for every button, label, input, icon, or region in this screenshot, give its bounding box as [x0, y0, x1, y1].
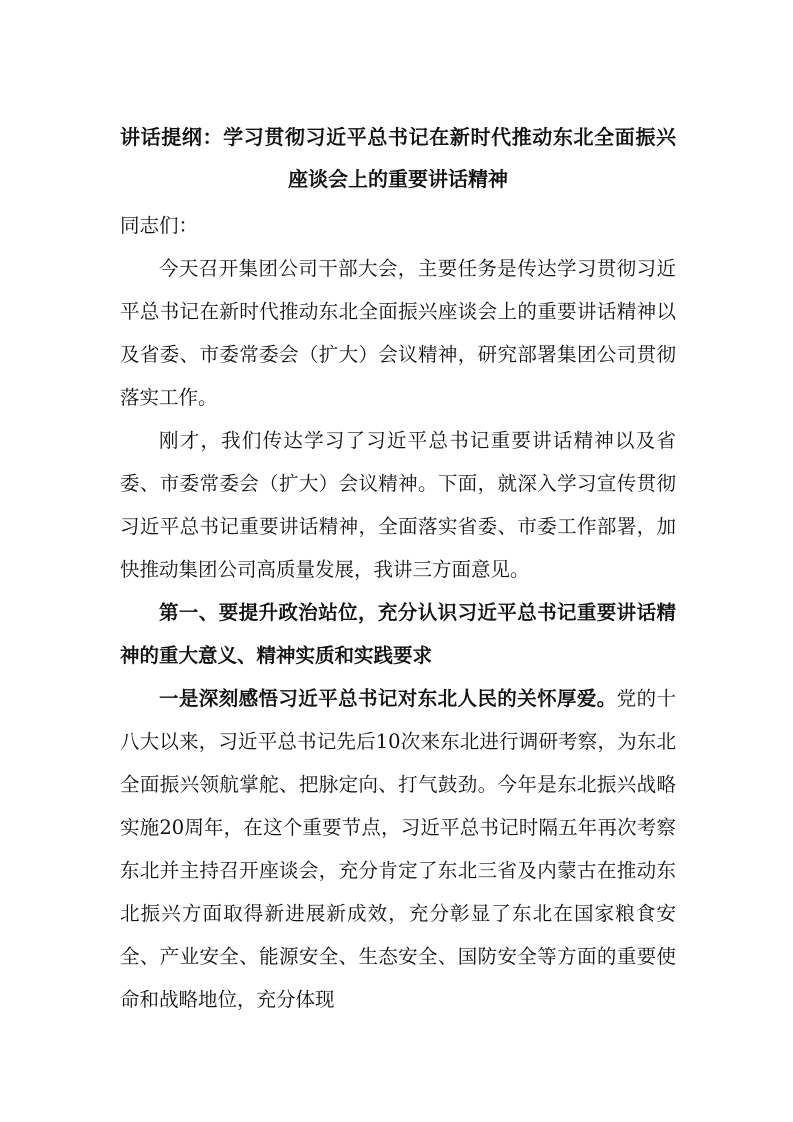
paragraph-point-one [120, 677, 676, 1021]
section-heading: 第一、要提升政治站位，充分认识习近平总书记重要讲话精神的重大意义、精神实质和实践要求 [120, 601, 676, 667]
document-body [120, 116, 676, 1021]
paragraph-intro: 今天召开集团公司干部大会，主要任务是传达学习贯彻习近平总书记在新时代推动东北全面振兴座谈会上的重要讲话精神以及省委、市委常委会（扩大）会议精神，研究部署集团公司贯彻落实工作。 [120, 257, 676, 409]
paragraph-overview: 刚才，我们传达学习了习近平总书记重要讲话精神以及省委、市委常委会（扩大）会议精神。下面，就深入学习宣传贯彻习近平总书记重要讲话精神，全面落实省委、市委工作部署，加快推动集团公司高质量发展，我讲三方面意见。 [120, 429, 676, 581]
document-title: 讲话提纲：学习贯彻习近平总书记在新时代推动东北全面振兴座谈会上的重要讲话精神 [120, 125, 676, 191]
greeting: 同志们： [120, 214, 199, 237]
point-one-text: 党的十八大以来，习近平总书记先后10次来东北进行调研考察，为东北全面振兴领航掌舵、把脉定向、打气鼓劲。今年是东北振兴战略实施20周年，在这个重要节点，习近平总书记时隔五年再次考察东北并主持召开座谈会，充分肯定了东北三省及内蒙古在推动东北振兴方面取得新进展新成效，充分彰显了东北在国家粮食安全、产业安全、能源安全、生态安全、国防安全等方面的重要使命和战略地位，充分体现 [120, 687, 676, 1011]
point-one-lead: 一是深刻感悟习近平总书记对东北人民的关怀厚爱。 [159, 687, 617, 710]
